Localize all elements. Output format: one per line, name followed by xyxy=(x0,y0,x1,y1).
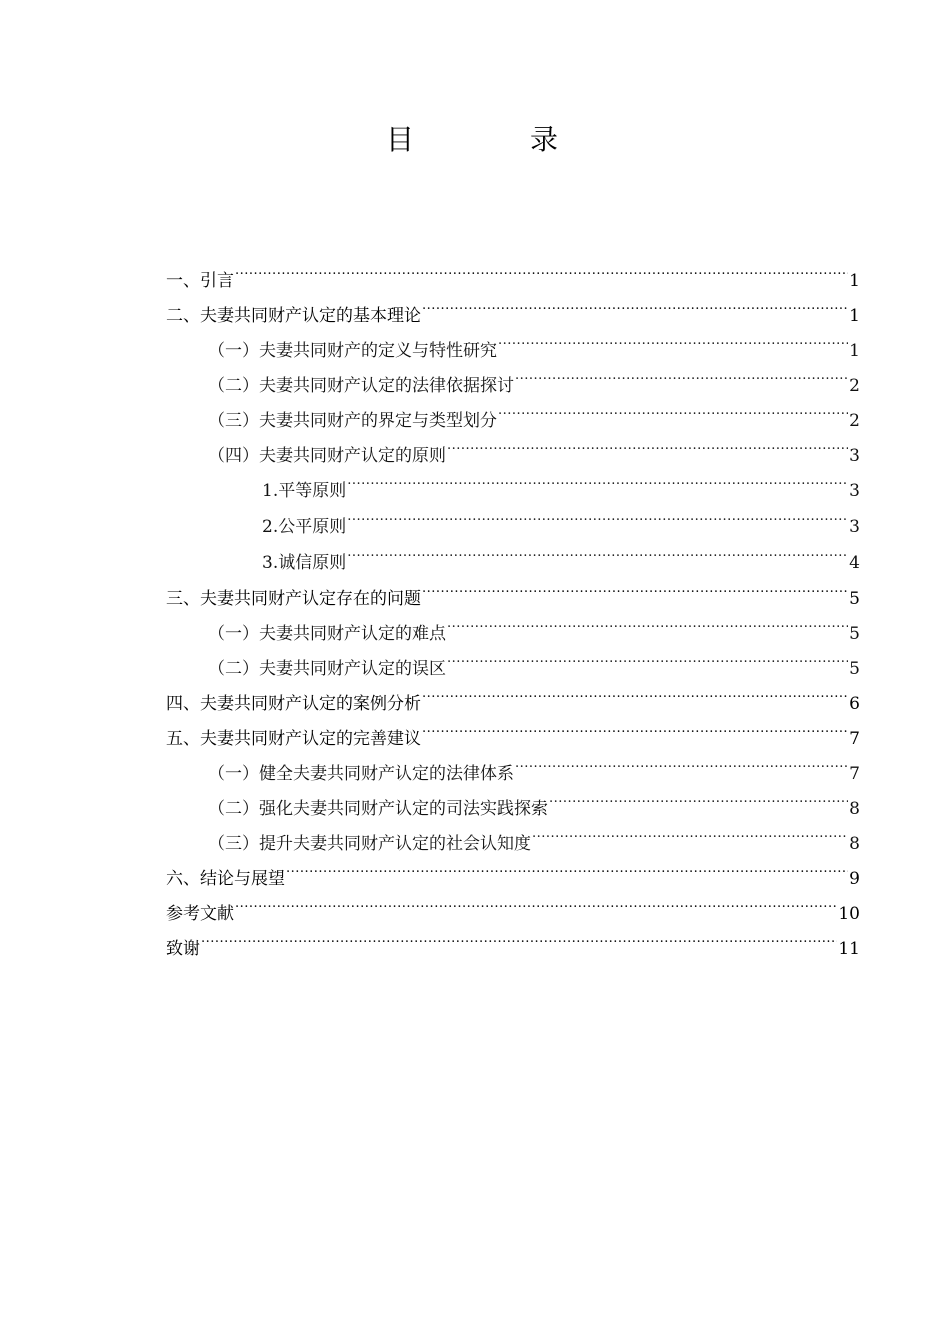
dot-leader xyxy=(235,251,848,286)
toc-page-number: 6 xyxy=(849,694,860,714)
toc-page-number: 3 xyxy=(849,517,860,537)
toc-page-number: 5 xyxy=(849,659,860,679)
toc-entry-label: 二、夫妻共同财产认定的基本理论 xyxy=(166,306,421,326)
dot-leader xyxy=(347,533,848,568)
toc-page-number: 10 xyxy=(838,904,860,924)
dot-leader xyxy=(347,497,848,532)
toc-entry-label: 六、结论与展望 xyxy=(166,869,285,889)
toc-entry-label: （二）强化夫妻共同财产认定的司法实践探索 xyxy=(208,799,548,819)
dot-leader xyxy=(515,356,848,391)
dot-leader xyxy=(447,604,848,639)
toc-entry-label: 1.平等原则 xyxy=(262,481,347,501)
dot-leader xyxy=(347,461,848,496)
toc-page-number: 8 xyxy=(849,834,860,854)
dot-leader xyxy=(447,426,848,461)
toc-entry-label: 2.公平原则 xyxy=(262,517,347,537)
toc-entry[interactable] xyxy=(166,286,860,326)
dot-leader xyxy=(498,321,848,356)
toc-entry-label: （二）夫妻共同财产认定的法律依据探讨 xyxy=(208,376,514,396)
toc-page-number: 5 xyxy=(849,624,860,644)
toc-entry-label: 3.诚信原则 xyxy=(262,553,347,573)
toc-entry-label: 四、夫妻共同财产认定的案例分析 xyxy=(166,694,421,714)
toc-entry-label: 三、夫妻共同财产认定存在的问题 xyxy=(166,589,421,609)
dot-leader xyxy=(422,569,848,604)
toc-page-number: 7 xyxy=(849,729,860,749)
dot-leader xyxy=(532,814,848,849)
dot-leader xyxy=(422,709,848,744)
toc-page-number: 3 xyxy=(849,446,860,466)
toc-entry-label: 一、引言 xyxy=(166,271,234,291)
dot-leader xyxy=(235,884,837,919)
toc-page-number: 1 xyxy=(849,341,860,361)
dot-leader xyxy=(498,391,848,426)
page-title: 目 录 xyxy=(385,123,602,156)
toc-page-number: 7 xyxy=(849,764,860,784)
table-of-contents xyxy=(166,251,860,959)
dot-leader xyxy=(286,849,848,884)
toc-entry-label: 参考文献 xyxy=(166,904,234,924)
toc-page-number: 2 xyxy=(849,411,860,431)
toc-entry-label: （三）提升夫妻共同财产认定的社会认知度 xyxy=(208,834,531,854)
toc-entry[interactable] xyxy=(166,884,860,924)
toc-page-number: 11 xyxy=(838,939,860,959)
dot-leader xyxy=(515,744,848,779)
toc-page-number: 2 xyxy=(849,376,860,396)
toc-entry-label: 致谢 xyxy=(166,939,200,959)
toc-page-number: 8 xyxy=(849,799,860,819)
toc-entry-label: （一）夫妻共同财产的定义与特性研究 xyxy=(208,341,497,361)
toc-entry-label: （四）夫妻共同财产认定的原则 xyxy=(208,446,446,466)
toc-page-number: 9 xyxy=(849,869,860,889)
toc-entry[interactable] xyxy=(166,919,860,959)
toc-page-number: 3 xyxy=(849,481,860,501)
toc-entry-label: （一）健全夫妻共同财产认定的法律体系 xyxy=(208,764,514,784)
toc-page-number: 4 xyxy=(849,553,860,573)
dot-leader xyxy=(422,674,848,709)
dot-leader xyxy=(549,779,848,814)
dot-leader xyxy=(201,919,837,954)
toc-entry-label: 五、夫妻共同财产认定的完善建议 xyxy=(166,729,421,749)
toc-page-number: 1 xyxy=(849,271,860,291)
dot-leader xyxy=(422,286,848,321)
toc-entry[interactable] xyxy=(166,251,860,291)
toc-entry-label: （三）夫妻共同财产的界定与类型划分 xyxy=(208,411,497,431)
toc-entry-label: （二）夫妻共同财产认定的误区 xyxy=(208,659,446,679)
toc-page-number: 5 xyxy=(849,589,860,609)
toc-page-number: 1 xyxy=(849,306,860,326)
dot-leader xyxy=(447,639,848,674)
toc-entry-label: （一）夫妻共同财产认定的难点 xyxy=(208,624,446,644)
